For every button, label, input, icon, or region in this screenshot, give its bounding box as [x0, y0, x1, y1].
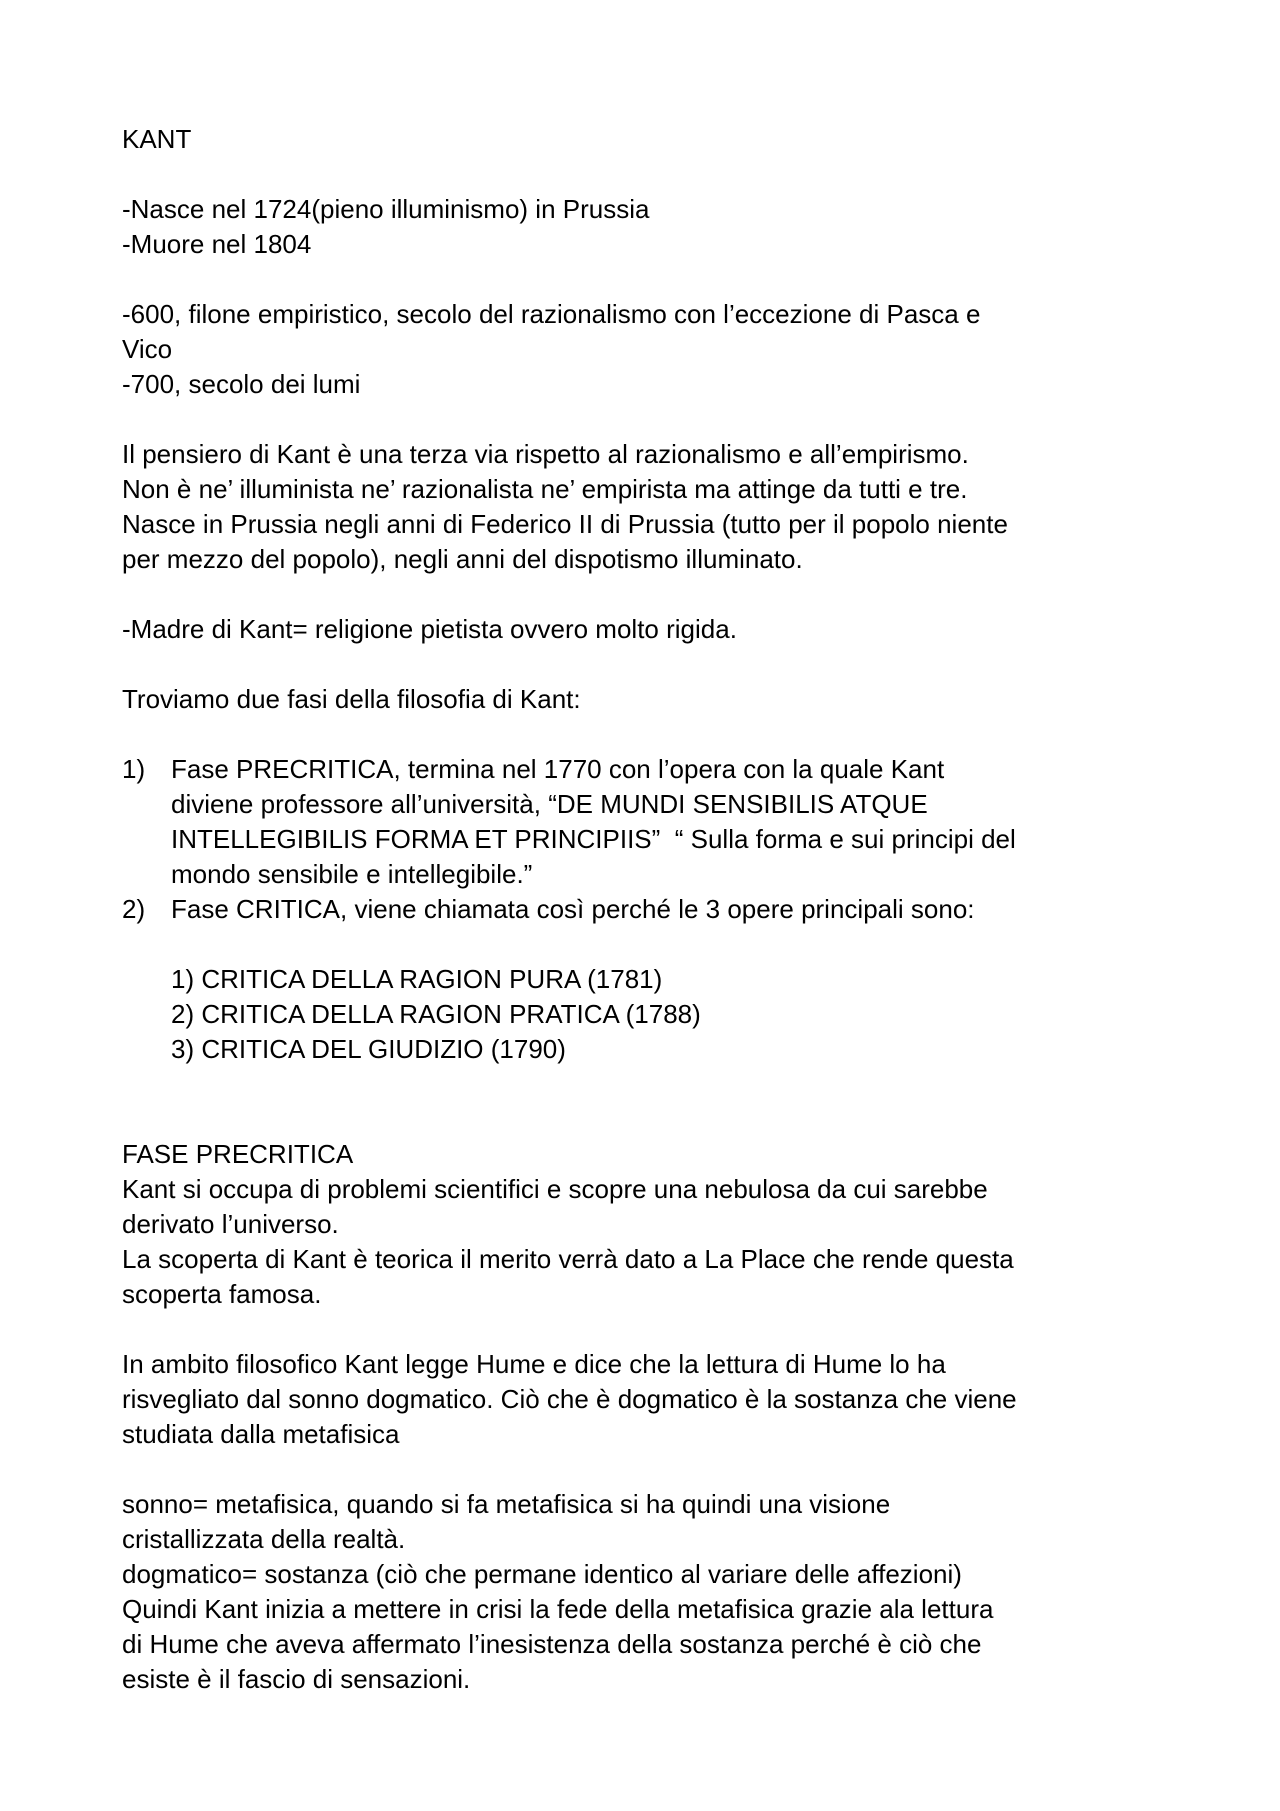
text-line: -Nasce nel 1724(pieno illuminismo) in Prussia [122, 194, 650, 224]
document-page [122, 122, 1182, 1697]
bio-section [122, 192, 1182, 262]
spacer [122, 1452, 1182, 1487]
list-item-body [171, 752, 1182, 892]
text-line: diviene professore all’università, “DE MUNDI SENSIBILIS ATQUE [171, 789, 928, 819]
text-line: -Muore nel 1804 [122, 229, 312, 259]
text-line: dogmatico= sostanza (ciò che permane identico al variare delle affezioni) [122, 1559, 962, 1589]
phase-item-precritica [122, 752, 1182, 892]
text-line: risvegliato dal sonno dogmatico. Ciò che è dogmatico è la sostanza che viene [122, 1384, 1017, 1414]
spacer [122, 1067, 1182, 1137]
text-line: INTELLEGIBILIS FORMA ET PRINCIPIIS” “ Sulla forma e sui principi del [171, 824, 1016, 854]
text-line: Fase CRITICA, viene chiamata così perché le 3 opere principali sono: [171, 894, 975, 924]
intro-paragraph [122, 437, 1182, 577]
text-line: cristallizzata della realtà. [122, 1524, 406, 1554]
phases-intro: Troviamo due fasi della filosofia di Kant: [122, 684, 581, 714]
spacer [122, 647, 1182, 682]
text-line: sonno= metafisica, quando si fa metafisica si ha quindi una visione [122, 1489, 891, 1519]
spacer [122, 402, 1182, 437]
page-title: KANT [122, 124, 192, 154]
spacer [122, 577, 1182, 612]
text-line: scoperta famosa. [122, 1279, 322, 1309]
spacer [122, 262, 1182, 297]
list-item-body [171, 892, 1182, 927]
text-line: derivato l’universo. [122, 1209, 339, 1239]
spacer [122, 157, 1182, 192]
phase-item-critica [122, 892, 1182, 927]
precritica-section [122, 1137, 1182, 1312]
list-number: 2) [122, 894, 146, 924]
text-line: La scoperta di Kant è teorica il merito verrà dato a La Place che rende questa [122, 1244, 1014, 1274]
text-line: Nasce in Prussia negli anni di Federico II di Prussia (tutto per il popolo niente [122, 509, 1008, 539]
list-number: 1) [122, 754, 146, 784]
text-line: Il pensiero di Kant è una terza via rispetto al razionalismo e all’empirismo. [122, 439, 969, 469]
text-line: Fase PRECRITICA, termina nel 1770 con l’opera con la quale Kant [171, 754, 945, 784]
text-line: Kant si occupa di problemi scientifici e scopre una nebulosa da cui sarebbe [122, 1174, 988, 1204]
text-line: di Hume che aveva affermato l’inesistenza della sostanza perché è ciò che [122, 1629, 982, 1659]
centuries-section [122, 297, 1182, 402]
text-line: Non è ne’ illuminista ne’ razionalista ne’ empirista ma attinge da tutti e tre. [122, 474, 968, 504]
text-line: mondo sensibile e intellegibile.” [171, 859, 533, 889]
definitions-paragraph [122, 1487, 1182, 1697]
work-item: 1) CRITICA DELLA RAGION PURA (1781) [171, 964, 663, 994]
text-line: Quindi Kant inizia a mettere in crisi la fede della metafisica grazie ala lettura [122, 1594, 994, 1624]
text-line: -600, filone empiristico, secolo del razionalismo con l’eccezione di Pasca e [122, 299, 981, 329]
work-item: 2) CRITICA DELLA RAGION PRATICA (1788) [171, 999, 701, 1029]
spacer [122, 1312, 1182, 1347]
phases-list [122, 752, 1182, 927]
text-line: In ambito filosofico Kant legge Hume e dice che la lettura di Hume lo ha [122, 1349, 946, 1379]
section-heading: FASE PRECRITICA [122, 1139, 354, 1169]
text-line: Vico [122, 334, 173, 364]
text-line: studiata dalla metafisica [122, 1419, 400, 1449]
works-list [122, 962, 1182, 1067]
mother-note: -Madre di Kant= religione pietista ovvero molto rigida. [122, 614, 737, 644]
text-line: esiste è il fascio di sensazioni. [122, 1664, 471, 1694]
spacer [122, 717, 1182, 752]
work-item: 3) CRITICA DEL GIUDIZIO (1790) [171, 1034, 566, 1064]
hume-paragraph [122, 1347, 1182, 1452]
text-line: per mezzo del popolo), negli anni del dispotismo illuminato. [122, 544, 803, 574]
spacer [122, 927, 1182, 962]
text-line: -700, secolo dei lumi [122, 369, 361, 399]
